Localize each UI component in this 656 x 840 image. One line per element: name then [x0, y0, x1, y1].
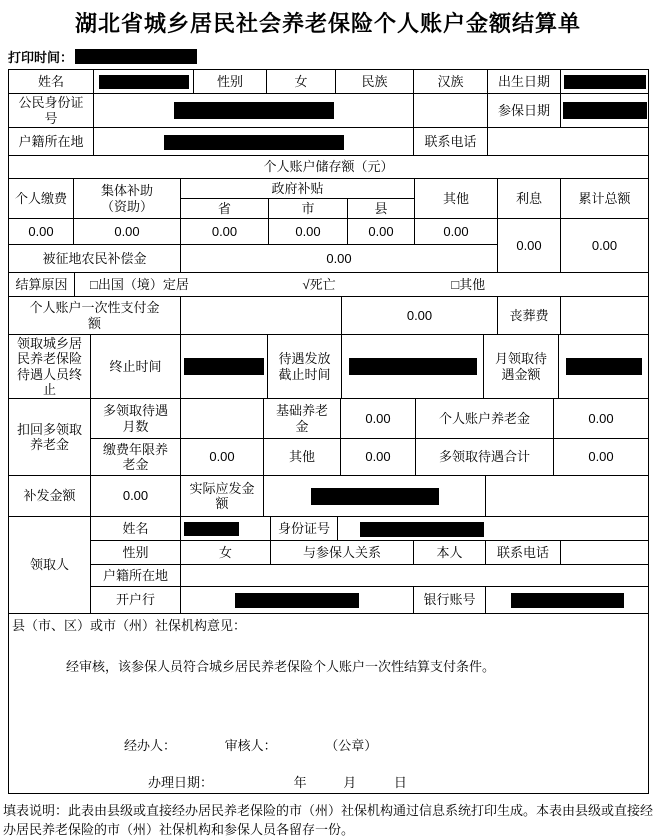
col-county: 县	[348, 199, 415, 219]
benefit-stop-value-cell	[342, 335, 484, 399]
value-collective-subsidy: 0.00	[74, 219, 181, 245]
recover-other-value: 0.00	[341, 439, 416, 476]
operator-label: 经办人：	[124, 737, 177, 753]
recover-pension-label: 扣回多领取养老金	[9, 399, 91, 476]
account-section-title: 个人账户储存额（元）	[9, 156, 649, 179]
identity-table	[8, 69, 649, 156]
actual-payable-redacted-value	[311, 488, 439, 505]
residence-value-cell	[94, 128, 414, 156]
col-personal-pay: 个人缴费	[9, 179, 74, 219]
residence-redacted-value	[164, 135, 344, 150]
name-value-cell	[94, 70, 194, 94]
payee-relation-label: 与参保人关系	[271, 541, 414, 565]
birth-date-label: 出生日期	[488, 70, 561, 94]
one-time-empty-cell	[181, 297, 342, 335]
payee-gender-label: 性别	[91, 541, 181, 565]
citizen-id-value-cell	[94, 94, 414, 128]
payee-relation-value: 本人	[414, 541, 486, 565]
base-pension-value: 0.00	[341, 399, 416, 439]
opinion-signature-line	[9, 738, 648, 753]
name-label: 姓名	[9, 70, 94, 94]
bank-account-redacted-value	[511, 593, 624, 608]
actual-payable-label: 实际应发金额	[181, 476, 264, 517]
phone-label: 联系电话	[414, 128, 488, 156]
benefit-stop-label: 待遇发放截止时间	[268, 335, 342, 399]
funeral-fee-label: 丧葬费	[498, 297, 561, 335]
payee-table	[8, 516, 649, 614]
one-time-payment-table	[8, 296, 649, 335]
value-county: 0.00	[348, 219, 415, 245]
settlement-reason-label: 结算原因	[9, 273, 75, 297]
end-time-redacted-value	[184, 358, 264, 375]
citizen-id-redacted-value	[174, 102, 334, 119]
payee-label: 领取人	[9, 517, 91, 614]
benefit-stop-redacted-value	[349, 358, 477, 375]
payee-residence-label: 户籍所在地	[91, 565, 181, 587]
payee-phone-label: 联系电话	[486, 541, 561, 565]
phone-value-cell	[488, 128, 649, 156]
recover-pension-table	[8, 398, 649, 476]
base-pension-label: 基础养老金	[264, 399, 341, 439]
citizen-id-label: 公民身份证号	[9, 94, 94, 128]
value-province: 0.00	[181, 219, 269, 245]
name-redacted-value	[99, 75, 189, 89]
enroll-date-redacted-value	[563, 102, 647, 119]
personal-account-pension-value: 0.00	[554, 399, 649, 439]
one-time-payment-value: 0.00	[342, 297, 498, 335]
recover-other-label: 其他	[264, 439, 341, 476]
end-time-value-cell	[181, 335, 268, 399]
reason-option-death-checked: √死亡	[302, 276, 336, 292]
day-label: 日	[393, 774, 407, 790]
payee-name-label: 姓名	[91, 517, 181, 541]
funeral-fee-value-cell	[561, 297, 649, 335]
bank-account-label: 银行账号	[414, 587, 486, 614]
col-city: 市	[269, 199, 348, 219]
monthly-benefit-label: 月领取待遇金额	[484, 335, 559, 399]
residence-label: 户籍所在地	[9, 128, 94, 156]
value-city: 0.00	[269, 219, 348, 245]
col-gov-subsidy: 政府补贴	[181, 179, 415, 199]
birth-date-value-cell	[561, 70, 649, 94]
over-benefit-sum-label: 多领取待遇合计	[416, 439, 554, 476]
gender-value: 女	[267, 70, 336, 94]
end-time-label: 终止时间	[91, 335, 181, 399]
value-interest: 0.00	[498, 219, 561, 273]
value-other: 0.00	[415, 219, 498, 245]
opinion-cell	[9, 614, 649, 794]
opinion-body: 经审核，该参保人员符合城乡居民养老保险个人账户一次性结算支付条件。	[66, 659, 496, 675]
actual-payable-value-cell	[264, 476, 486, 517]
month-label: 月	[343, 774, 357, 790]
reissue-value: 0.00	[91, 476, 181, 517]
payee-residence-value-cell	[181, 565, 649, 587]
print-time-line	[8, 47, 656, 66]
settlement-reason-options	[75, 273, 649, 297]
col-province: 省	[181, 199, 269, 219]
account-header-table	[8, 155, 649, 179]
col-interest: 利息	[498, 179, 561, 219]
gender-label: 性别	[194, 70, 267, 94]
one-time-payment-label: 个人账户一次性支付金额	[9, 297, 181, 335]
settlement-reason-table	[8, 272, 649, 297]
year-label: 年	[293, 774, 307, 790]
identity-empty-cell	[414, 94, 488, 128]
land-compensation-value: 0.00	[181, 245, 498, 273]
enroll-date-value-cell	[561, 94, 649, 128]
reason-option-other: □其他	[451, 276, 486, 292]
payee-gender-value: 女	[181, 541, 271, 565]
termination-table	[8, 334, 649, 399]
print-time-redacted-value	[75, 49, 197, 64]
years-pension-label: 缴费年限养老金	[91, 439, 181, 476]
over-months-label: 多领取待遇月数	[91, 399, 181, 439]
land-compensation-label: 被征地农民补偿金	[9, 245, 181, 273]
personal-account-pension-label: 个人账户养老金	[416, 399, 554, 439]
bank-value-cell	[181, 587, 414, 614]
termination-label: 领取城乡居民养老保险待遇人员终止	[9, 335, 91, 399]
bank-redacted-value	[235, 593, 359, 608]
nation-value: 汉族	[414, 70, 488, 94]
form-footnote: 填表说明：此表由县级或直接经办居民养老保险的市（州）社保机构通过信息系统打印生成。本表由县级或直接经办居民养老保险的市（州）社保机构和参保人员各留存一份。	[3, 803, 654, 837]
birth-date-redacted-value	[564, 75, 646, 89]
over-months-value-cell	[181, 399, 264, 439]
payee-phone-value-cell	[561, 541, 649, 565]
payee-name-value-cell	[181, 517, 271, 541]
bank-label: 开户行	[91, 587, 181, 614]
auditor-label: 审核人：	[224, 737, 277, 753]
reissue-empty-cell	[486, 476, 649, 517]
opinion-date-line	[9, 775, 648, 790]
years-pension-value: 0.00	[181, 439, 264, 476]
opinion-table	[8, 613, 649, 794]
seal-label: （公章）	[325, 737, 378, 753]
process-date-label: 办理日期：	[148, 774, 214, 790]
print-time-label: 打印时间：	[8, 50, 74, 65]
payee-id-label: 身份证号	[271, 517, 338, 541]
account-amount-table	[8, 178, 649, 273]
col-other: 其他	[415, 179, 498, 219]
monthly-benefit-redacted-value	[566, 358, 642, 375]
col-collective-subsidy: 集体补助（资助）	[74, 179, 181, 219]
col-total: 累计总额	[561, 179, 649, 219]
reason-option-abroad: □出国（境）定居	[90, 276, 189, 292]
reissue-table	[8, 475, 649, 517]
over-benefit-sum-value: 0.00	[554, 439, 649, 476]
payee-id-redacted-value	[360, 522, 484, 537]
value-personal-pay: 0.00	[9, 219, 74, 245]
enroll-date-label: 参保日期	[488, 94, 561, 128]
page-title: 湖北省城乡居民社会养老保险个人账户金额结算单	[74, 11, 581, 36]
bank-account-value-cell	[486, 587, 649, 614]
payee-id-value-cell	[338, 517, 649, 541]
opinion-title: 县（市、区）或市（州）社保机构意见：	[12, 618, 247, 633]
reissue-label: 补发金额	[9, 476, 91, 517]
monthly-benefit-value-cell	[559, 335, 649, 399]
value-total: 0.00	[561, 219, 649, 273]
payee-name-redacted-value	[184, 522, 239, 536]
nation-label: 民族	[336, 70, 414, 94]
